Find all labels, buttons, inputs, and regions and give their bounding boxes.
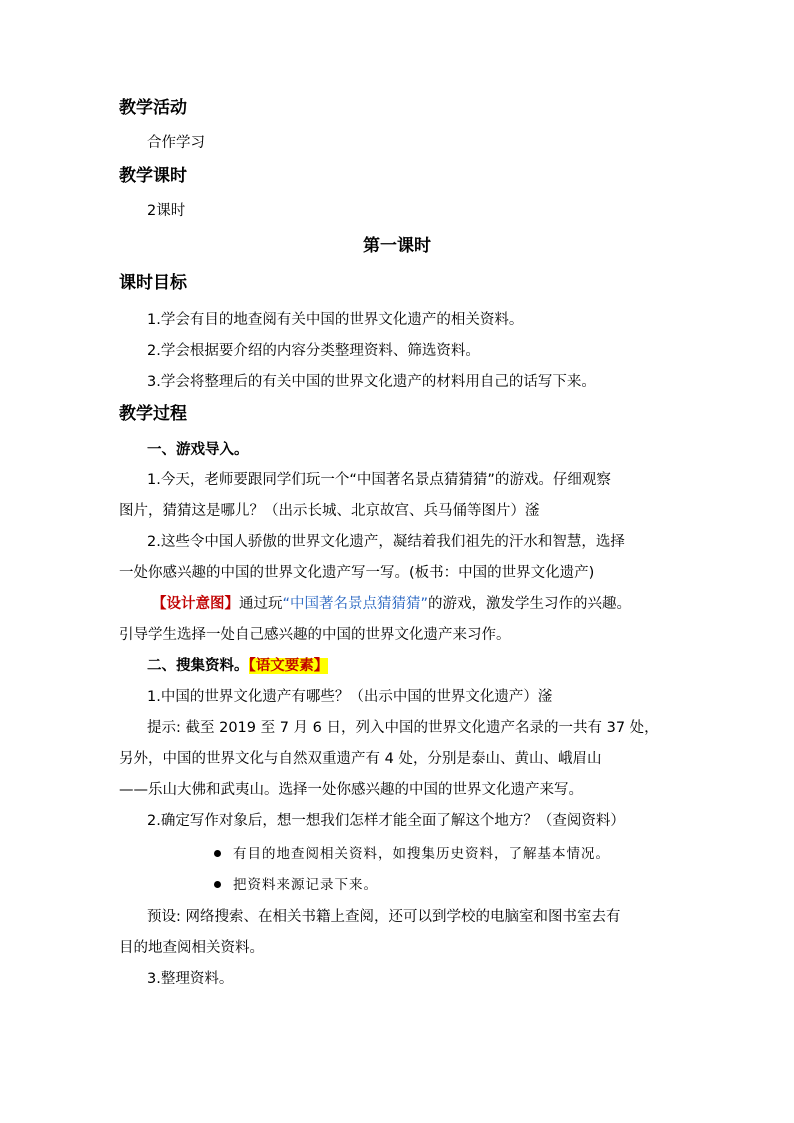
design-quote: “中国著名景点猜猜猜” <box>282 596 429 612</box>
paragraph-line: 一处你感兴趣的中国的世界文化遗产写一写。(板书：中国的世界文化遗产) <box>119 565 595 581</box>
goal-item: 2.学会根据要介绍的内容分类整理资料、筛选资料。 <box>147 343 480 359</box>
paragraph-text: 1.中国的世界文化遗产有哪些？（出示中国的世界文化遗产） <box>147 689 538 705</box>
part1-heading: 一、游戏导入。 <box>147 442 249 458</box>
design-intent-tag: 【设计意图】 <box>152 596 239 612</box>
paragraph-line: 目的地查阅相关资料。 <box>119 940 264 956</box>
paragraph-line <box>119 501 679 521</box>
activity-heading: 教学活动 <box>119 98 187 118</box>
hours-value: 2课时 <box>147 203 186 219</box>
paragraph-line: 1.今天，老师要跟同学们玩一个“中国著名景点猜猜猜”的游戏。仔细观察 <box>147 472 611 488</box>
activity-value: 合作学习 <box>147 135 205 151</box>
design-intent-line <box>152 594 712 614</box>
paragraph-text: 图片，猜猜这是哪儿？（出示长城、北京故宫、兵马俑等图片） <box>119 503 525 519</box>
design-text: 的游戏，激发学生习作的兴趣。 <box>428 596 632 612</box>
bullet-text: 有目的地查阅相关资料，如搜集历史资料，了解基本情况。 <box>233 846 610 862</box>
paragraph-line: 预设: 网络搜索、在相关书籍上查阅，还可以到学校的电脑室和图书室去有 <box>147 909 621 925</box>
bullet-text: 把资料来源记录下来。 <box>233 877 378 893</box>
paragraph-line: ——乐山大佛和武夷山。选择一处你感兴趣的中国的世界文化遗产来写。 <box>119 782 583 798</box>
paragraph-line <box>147 687 707 707</box>
bullet-dot-icon <box>214 850 221 857</box>
hours-heading: 教学课时 <box>119 166 187 186</box>
bullet-item <box>214 844 774 864</box>
process-heading: 教学过程 <box>119 404 187 424</box>
paragraph-line: 引导学生选择一处自己感兴趣的中国的世界文化遗产来习作。 <box>119 627 511 643</box>
lesson-title: 第一课时 <box>363 236 431 256</box>
paragraph-line: 提示: 截至 2019 至 7 月 6 日，列入中国的世界文化遗产名录的一共有 37 处， <box>147 720 659 736</box>
paragraph-line: 另外，中国的世界文化与自然双重遗产有 4 处，分别是泰山、黄山、峨眉山 <box>119 751 602 767</box>
paragraph-line: 2.确定写作对象后，想一想我们怎样才能全面了解这个地方？（查阅资料） <box>147 813 625 829</box>
part2-heading-line <box>147 656 707 676</box>
goal-item: 3.学会将整理后的有关中国的世界文化遗产的材料用自己的话写下来。 <box>147 374 596 390</box>
design-text: 通过玩 <box>239 596 283 612</box>
part2-heading: 二、搜集资料。 <box>147 658 249 674</box>
chinese-element-tag: 【语文要素】 <box>248 658 329 674</box>
trailing-mark: 滏 <box>537 689 553 705</box>
trailing-mark: 滏 <box>525 503 540 519</box>
bullet-item <box>214 875 774 895</box>
goals-heading: 课时目标 <box>119 273 187 293</box>
goal-item: 1.学会有目的地查阅有关中国的世界文化遗产的相关资料。 <box>147 312 524 328</box>
paragraph-line: 3.整理资料。 <box>147 971 234 987</box>
bullet-dot-icon <box>214 881 221 888</box>
paragraph-line: 2.这些令中国人骄傲的世界文化遗产，凝结着我们祖先的汗水和智慧，选择 <box>147 534 625 550</box>
